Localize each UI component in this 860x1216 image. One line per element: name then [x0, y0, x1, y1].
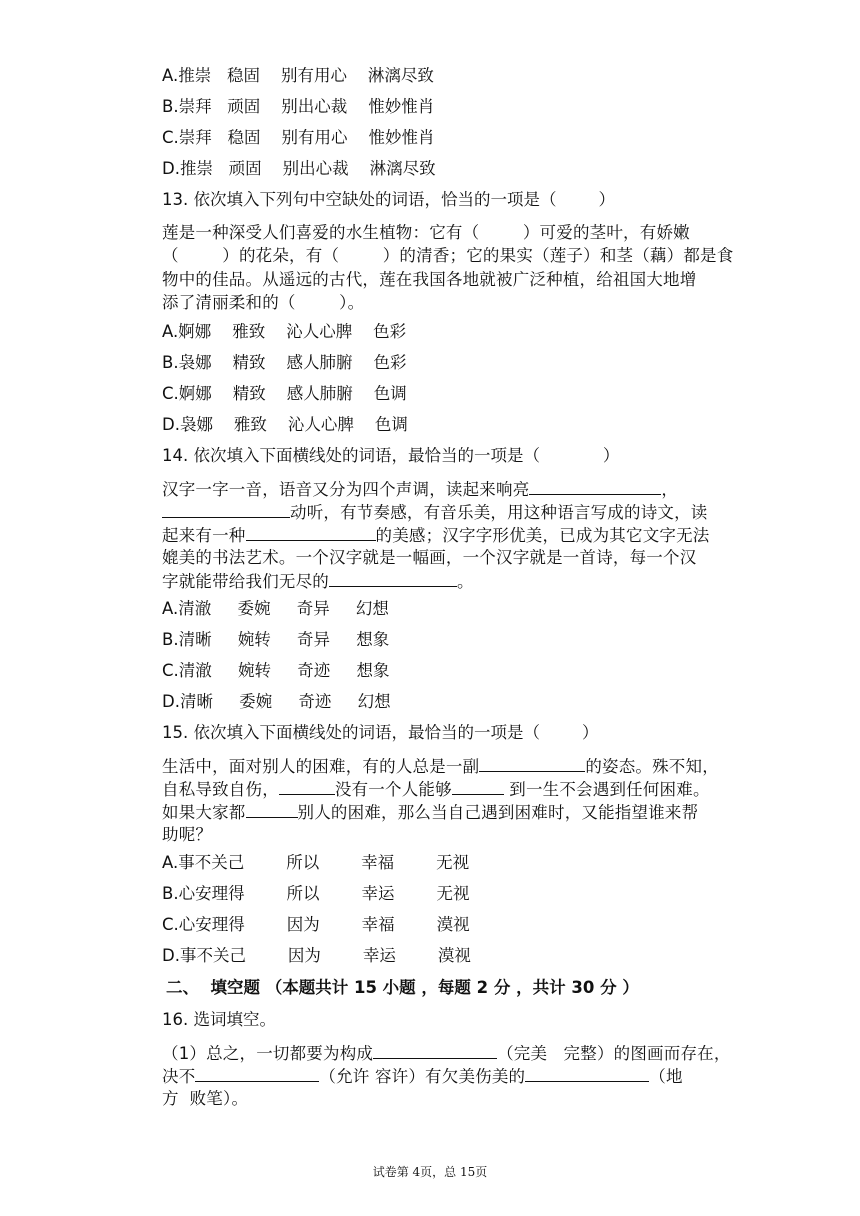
fill-blank — [162, 500, 290, 518]
q13-stem: 13. 依次填入下列句中空缺处的词语，恰当的一项是（ ） — [162, 190, 615, 209]
q12-option-b: B.崇拜 顽固 别出心裁 惟妙惟肖 — [162, 97, 435, 116]
fill-blank — [529, 477, 661, 495]
q15-text: 的姿态。殊不知， — [585, 757, 719, 776]
section-title: 二、 填空题 （本题共计 15 小题 ，每题 2 分 ，共计 30 分 ） — [166, 978, 639, 997]
q15-option-c: C.心安理得 因为 幸福 漠视 — [162, 915, 470, 934]
q15-passage-line — [162, 777, 710, 802]
fill-blank — [279, 777, 335, 795]
q15-option-d: D.事不关己 因为 幸运 漠视 — [162, 946, 471, 965]
q13-option-a: A.婀娜 雅致 沁人心脾 色彩 — [162, 322, 407, 341]
q14-text: 的美感；汉字字形优美，已成为其它文字无法 — [375, 526, 710, 545]
q14-text: 起来有一种 — [162, 526, 246, 545]
q14-option-b: B.清晰 婉转 奇异 想象 — [162, 630, 390, 649]
q15-stem: 15. 依次填入下面横线处的词语，最恰当的一项是（ ） — [162, 723, 599, 742]
q15-passage-line: 助呢？ — [162, 825, 213, 844]
q13-passage-line: （ ）的花朵，有（ ）的清香；它的果实（莲子）和茎（藕）都是食 — [162, 246, 734, 265]
q15-passage-line — [162, 754, 719, 779]
fill-blank — [373, 1041, 497, 1059]
q14-option-c: C.清澈 婉转 奇迹 想象 — [162, 661, 390, 680]
q15-text: 没有一个人能够 — [334, 780, 452, 799]
q13-option-d: D.袅娜 雅致 沁人心脾 色调 — [162, 415, 408, 434]
q14-text: 。 — [457, 572, 474, 591]
q16-text: （允许 容许）有欠美伤美的 — [319, 1067, 526, 1086]
q15-text: 自私导致自伤， — [162, 780, 279, 799]
q13-option-b: B.袅娜 精致 感人肺腑 色彩 — [162, 353, 407, 372]
q15-option-a: A.事不关己 所以 幸福 无视 — [162, 853, 470, 872]
q14-text: ， — [661, 480, 679, 499]
fill-blank — [329, 569, 457, 587]
q12-option-a: A.推崇 稳固 别有用心 淋漓尽致 — [162, 66, 434, 85]
q16-text: （地 — [649, 1067, 683, 1086]
q15-option-b: B.心安理得 所以 幸运 无视 — [162, 884, 470, 903]
q13-option-c: C.婀娜 精致 感人肺腑 色调 — [162, 384, 407, 403]
fill-blank — [479, 754, 585, 772]
q14-text: 动听，有节奏感，有音乐美，用这种语言写成的诗文，读 — [290, 503, 708, 522]
q15-text: 如果大家都 — [162, 803, 246, 822]
q14-passage-line — [162, 477, 678, 502]
q13-passage-line: 物中的佳品。从遥远的古代，莲在我国各地就被广泛种植，给祖国大地增 — [162, 270, 697, 289]
page-footer: 试卷第 4页，总 15页 — [372, 1165, 488, 1179]
fill-blank — [246, 523, 376, 541]
fill-blank — [452, 777, 504, 795]
q16-text: 决不 — [162, 1067, 196, 1086]
q15-text: 生活中，面对别人的困难，有的人总是一副 — [162, 757, 480, 776]
q16-line: 方 败笔）。 — [162, 1089, 249, 1108]
fill-blank — [246, 800, 298, 818]
q14-passage-line: 媲美的书法艺术。一个汉字就是一幅画，一个汉字就是一首诗，每一个汉 — [162, 548, 697, 567]
q12-option-d: D.推崇 顽固 别出心裁 淋漓尽致 — [162, 159, 436, 178]
q15-text: 到一生不会遇到任何困难。 — [503, 780, 710, 799]
q15-text: 别人的困难，那么当自己遇到困难时，又能指望谁来帮 — [297, 803, 699, 822]
q14-stem: 14. 依次填入下面横线处的词语，最恰当的一项是（ ） — [162, 446, 620, 465]
q16-text: （1）总之，一切都要为构成 — [162, 1044, 374, 1063]
q12-option-c: C.崇拜 稳固 别有用心 惟妙惟肖 — [162, 128, 435, 147]
fill-blank — [525, 1064, 649, 1082]
q14-passage-line — [162, 523, 710, 548]
q16-line — [162, 1064, 683, 1089]
q14-option-d: D.清晰 委婉 奇迹 幻想 — [162, 692, 391, 711]
q13-passage-line: 添了清丽柔和的（ ）。 — [162, 293, 365, 312]
fill-blank — [195, 1064, 319, 1082]
q14-option-a: A.清澈 委婉 奇异 幻想 — [162, 599, 389, 618]
q13-passage-line: 莲是一种深受人们喜爱的水生植物：它有（ ）可爱的茎叶，有娇嫩 — [162, 223, 690, 242]
q15-passage-line — [162, 800, 698, 825]
q16-stem: 16. 选词填空。 — [162, 1010, 276, 1029]
q16-text: （完美 完整）的图画而存在， — [497, 1044, 731, 1063]
q14-passage-line — [162, 500, 708, 525]
q14-text: 汉字一字一音，语音又分为四个声调，读起来响亮 — [162, 480, 530, 499]
q16-line — [162, 1041, 731, 1066]
q14-text: 字就能带给我们无尽的 — [162, 572, 329, 591]
q14-passage-line — [162, 569, 474, 594]
